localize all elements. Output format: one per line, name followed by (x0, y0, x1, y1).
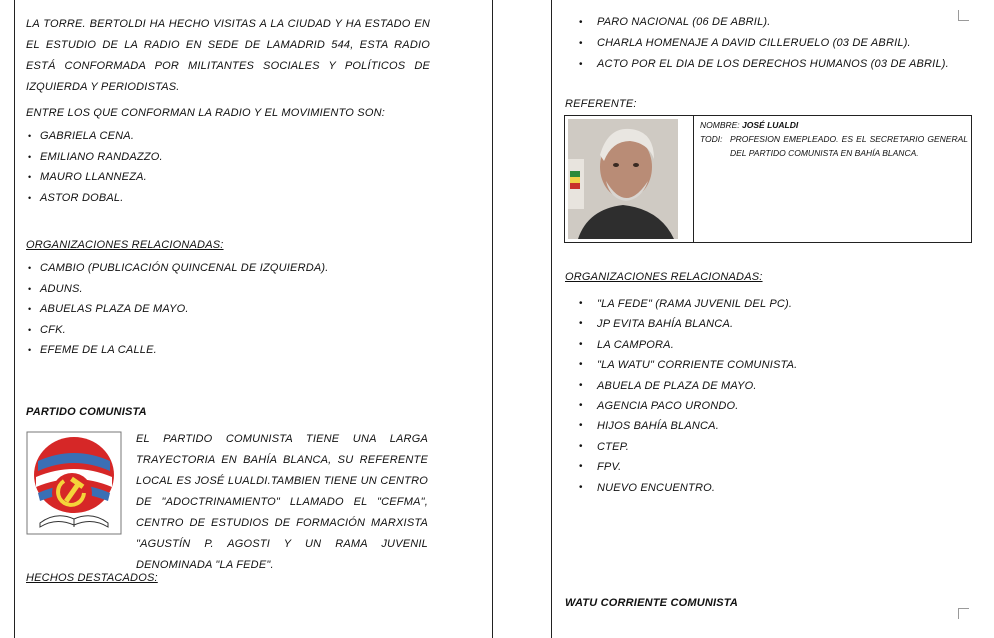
referent-card (564, 115, 972, 243)
list-item: • ABUELA DE PLAZA DE MAYO. (565, 376, 973, 396)
desc-label: TODI: (700, 134, 723, 144)
page-divider-line (492, 0, 493, 638)
list-item: • ASTOR DOBAL. (26, 188, 430, 209)
list-item: • EFEME DE LA CALLE. (26, 340, 430, 361)
referent-info (700, 118, 968, 160)
referent-desc-line (700, 132, 968, 160)
list-item: • NUEVO ENCUENTRO. (565, 478, 973, 498)
list-item: • "LA FEDE" (RAMA JUVENIL DEL PC). (565, 294, 973, 314)
intro-paragraph: LA TORRE. BERTOLDI HA HECHO VISITAS A LA CIUDAD Y HA ESTADO EN EL ESTUDIO DE LA RADIO EN SEDE DE LAMADRID 544, ESTA RADIO ESTÁ CONFORMADA POR MILITANTES SOCIALES Y POLÍTICOS DE IZQUIERDA Y PERIODISTAS. (26, 18, 430, 93)
list-item: • ABUELAS PLAZA DE MAYO. (26, 299, 430, 320)
list-item: • CFK. (26, 320, 430, 341)
highlights-heading: HECHOS DESTACADOS: (26, 571, 158, 584)
list-item: • EMILIANO RANDAZZO. (26, 147, 430, 168)
right-lower (565, 268, 973, 498)
party-paragraph: EL PARTIDO COMUNISTA TIENE UNA LARGA TRAYECTORIA EN BAHÍA BLANCA, SU REFERENTE LOCAL ES JOSÉ LUALDI.TAMBIEN TIENE UN CENTRO DE "ADOCTRINAMIENTO" LLAMADO EL "CEFMA", CENTRO DE ESTUDIOS DE FORMACIÓN MARXISTA "AGUSTÍN P. AGOSTI Y UN RAMA JUVENIL DENOMINADA "LA FEDE". (136, 432, 428, 571)
name-label: NOMBRE: (700, 120, 740, 130)
list-item: • MAURO LLANNEZA. (26, 167, 430, 188)
list-item: • CAMBIO (PUBLICACIÓN QUINCENAL DE IZQUIERDA). (26, 258, 430, 279)
list-item: • AGENCIA PACO URONDO. (565, 396, 973, 416)
members-intro: ENTRE LOS QUE CONFORMAN LA RADIO Y EL MOVIMIENTO SON: (26, 107, 386, 119)
list-item: • LA CAMPORA. (565, 335, 973, 355)
members-list (26, 126, 430, 208)
list-item: • ADUNS. (26, 279, 430, 300)
communist-party-logo (26, 431, 122, 535)
left-page (26, 14, 430, 587)
watu-heading: WATU CORRIENTE COMUNISTA (565, 597, 739, 609)
ref-heading: REFERENTE: (565, 98, 637, 110)
list-item: • JP EVITA BAHÍA BLANCA. (565, 314, 973, 334)
right-org-heading: ORGANIZACIONES RELACIONADAS: (565, 271, 763, 283)
list-item: • ACTO POR EL DIA DE LOS DERECHOS HUMANOS (03 DE ABRIL). (565, 54, 973, 75)
right-page-margin-line (551, 0, 552, 638)
referent-name: JOSÉ LUALDI (742, 120, 799, 130)
list-item: • FPV. (565, 457, 973, 477)
list-item: • PARO NACIONAL (06 DE ABRIL). (565, 12, 973, 33)
card-divider (693, 116, 694, 242)
party-heading: PARTIDO COMUNISTA (26, 405, 147, 418)
list-item: • HIJOS BAHÍA BLANCA. (565, 416, 973, 436)
list-item: • CTEP. (565, 437, 973, 457)
referent-photo (568, 119, 678, 239)
list-item: • GABRIELA CENA. (26, 126, 430, 147)
org-heading: ORGANIZACIONES RELACIONADAS: (26, 239, 224, 251)
events-list (565, 12, 973, 75)
right-page (565, 12, 973, 113)
right-org-list (565, 294, 973, 498)
org-list (26, 258, 430, 361)
list-item: • CHARLA HOMENAJE A DAVID CILLERUELO (03 DE ABRIL). (565, 33, 973, 54)
referent-name-line (700, 118, 968, 132)
list-item: • "LA WATU" CORRIENTE COMUNISTA. (565, 355, 973, 375)
left-page-margin-line (14, 0, 15, 638)
party-section (26, 429, 430, 571)
referent-description: PROFESION EMEPLEADO. ES EL SECRETARIO GENERAL DEL PARTIDO COMUNISTA EN BAHÍA BLANCA. (730, 134, 968, 158)
crop-mark-bottom (958, 608, 969, 619)
